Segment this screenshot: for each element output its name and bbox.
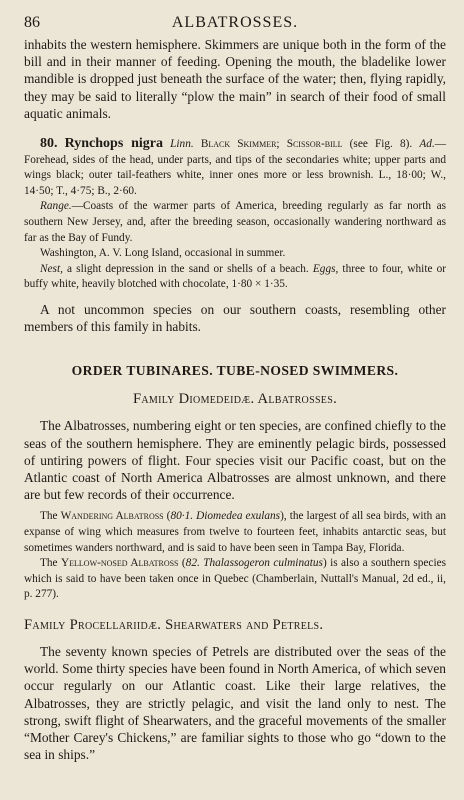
range-text: —Coasts of the warmer parts of America, breeding regularly as far north as southern New Jersey, and, after the breeding season, occasionally wandering northward as far as the Bay of Fundy. bbox=[24, 200, 446, 244]
intro-paragraph: inhabits the western hemisphere. Skimmers are unique both in the form of the bill and in their manner of feeding. Opening the mouth, the bladelike lower mandible is dropped just beneath the surface of the water; then, flying rapidly, they may be said to literally “plow the main” in search of their food of small aquatic animals. bbox=[24, 37, 446, 121]
species-number: 80. bbox=[40, 136, 58, 152]
species-80-washington: Washington, A. V. Long Island, occasional in summer. bbox=[40, 247, 286, 260]
nest-text: a slight depression in the sand or shells of a beach. bbox=[62, 262, 313, 275]
eggs-text: three to four, white or buffy white, heavily blotched with chocolate, 1·80 × 1·35. bbox=[24, 262, 447, 291]
wandering-albatross-text: ), the largest of all sea birds, with an expanse of wing which measures from twelve to fourteen feet, inhabits antarctic seas, but sometimes wanders northward, and is said to have been seen in Tampa Bay, Florida. bbox=[24, 510, 446, 554]
adult-description: —Forehead, sides of the head, under parts, and tips of the secondaries white; upper parts and wings black; outer tail-feathers white, inner ones more or less brownish. L., 18·00; W., 14·50; T., 4·75; B., 2·60. bbox=[24, 138, 447, 197]
yellow-nosed-albatross-scientific: 82. Thalassogeron culminatus bbox=[185, 557, 323, 570]
paren-open: ( bbox=[163, 510, 171, 523]
closing-paragraph: A not uncommon species on our southern coasts, resembling other members of this family in habits. bbox=[24, 301, 446, 335]
yellow-nosed-albatross-name: Yellow-nosed Albatross bbox=[60, 557, 179, 570]
note-lead: The bbox=[40, 557, 61, 570]
order-heading: ORDER TUBINARES. TUBE-NOSED SWIMMERS. bbox=[71, 363, 399, 379]
species-80-nest bbox=[24, 262, 446, 293]
family-procellariidae-heading: Family Procellariidæ. Shearwaters and Petrels. bbox=[24, 616, 324, 633]
wandering-albatross-name: Wandering Albatross bbox=[60, 510, 164, 523]
yellow-nosed-albatross-note bbox=[24, 556, 446, 603]
page-number: 86 bbox=[24, 14, 40, 31]
species-common-name: Black Skimmer; Scissor-bill bbox=[200, 138, 343, 151]
wandering-albatross-scientific: 80·1. Diomedea exulans bbox=[170, 510, 281, 523]
paren-open: ( bbox=[178, 557, 186, 570]
wandering-albatross-note bbox=[24, 509, 446, 556]
running-header bbox=[24, 14, 446, 36]
eggs-label: Eggs, bbox=[312, 262, 339, 275]
nest-label: Nest, bbox=[40, 262, 63, 275]
figure-reference: (see Fig. 8). bbox=[349, 138, 413, 151]
adult-label: Ad. bbox=[419, 138, 435, 151]
running-title: ALBATROSSES. bbox=[171, 14, 299, 31]
species-author: Linn. bbox=[170, 138, 194, 151]
species-80-entry bbox=[24, 136, 446, 293]
species-80-description bbox=[24, 136, 446, 199]
species-name: Rynchops nigra bbox=[64, 136, 163, 152]
albatross-paragraph: The Albatrosses, numbering eight or ten species, are confined chiefly to the seas of the southern hemisphere. They are eminently pelagic birds, possessed of untiring powers of flight. Four species visit our Pacific coast, but on the Atlantic coast of North America Albatrosses are almost unknown, and there are but few records of their occurrence. bbox=[24, 418, 446, 503]
range-label: Range. bbox=[40, 200, 72, 213]
species-80-range bbox=[24, 199, 446, 246]
note-lead: The bbox=[40, 510, 61, 523]
family-diomedeidae-heading: Family Diomedeidæ. Albatrosses. bbox=[132, 391, 338, 408]
yellow-nosed-albatross-text: ) is also a southern species which is said to have been taken once in Quebec (Chamberlain, Nuttall's Manual, 2d ed., ii, p. 277). bbox=[24, 557, 446, 601]
petrel-paragraph: The seventy known species of Petrels are distributed over the seas of the world. Some thirty species have been found in North America, of which seven occur regularly on our Atlantic coast. Like their large relatives, the Albatrosses, they are strictly pelagic, and visit the land only to nest. The strong, swift flight of Shearwaters, and the graceful movements of the smaller “Mother Carey's Chickens,” are familiar sights to those who go “down to the sea in ships.” bbox=[24, 643, 446, 763]
